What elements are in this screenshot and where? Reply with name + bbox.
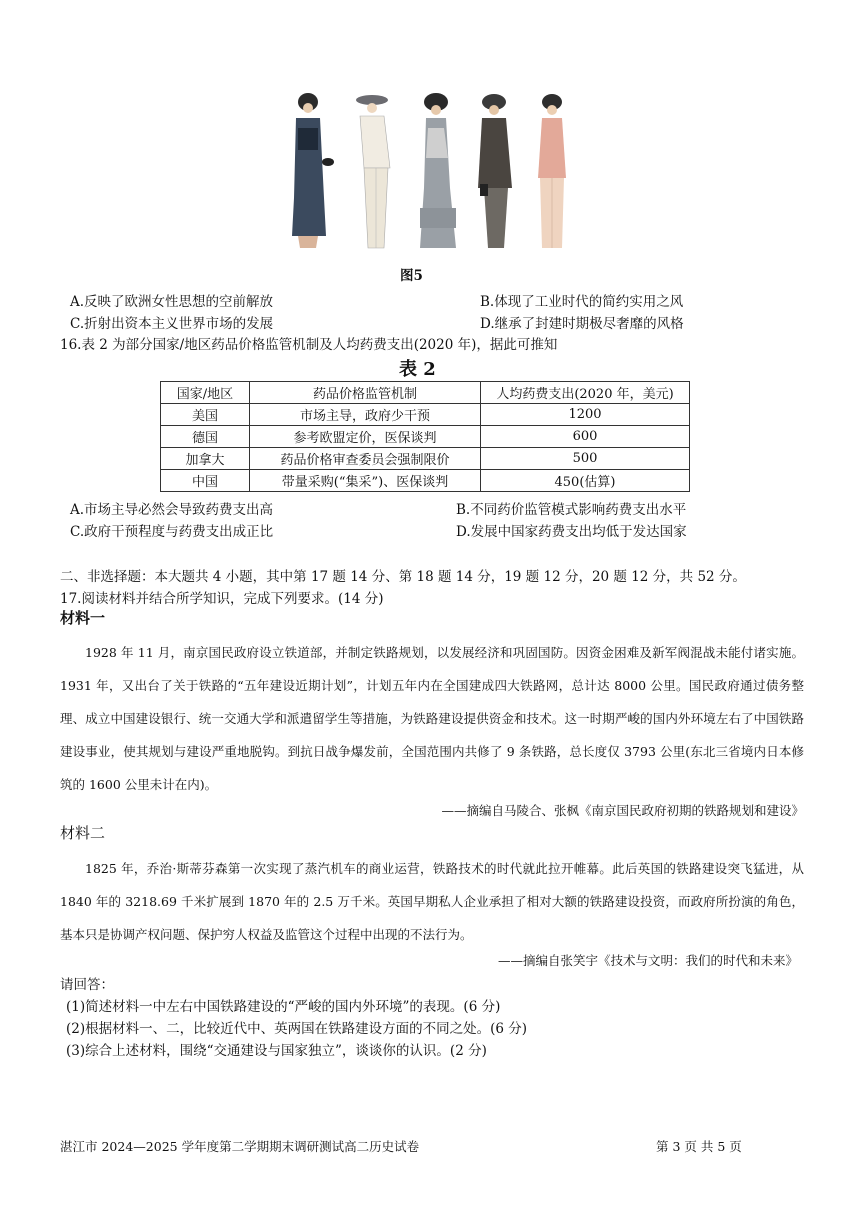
table-header: 人均药费支出(2020 年，美元) — [481, 382, 690, 404]
material2-text: 1825 年，乔治·斯蒂芬森第一次实现了蒸汽机车的商业运营，铁路技术的时代就此拉开帷幕。此后英国的铁路建设突飞猛进，从 1840 年的 3218.69 千米扩展到 1870 年的 2.5 万千米。英国早期私人企业承担了相对大额的铁路建设投资，而政府所扮演的角色，基本只是协调产权问题、保护穷人权益及监管这个过程中出现的不法行为。 — [60, 861, 804, 942]
answer-prompt: 请回答： — [60, 977, 114, 993]
table-header: 国家/地区 — [161, 382, 250, 404]
drug-price-table — [160, 381, 690, 492]
table-cell: 600 — [481, 426, 690, 448]
table-cell: 中国 — [161, 470, 250, 492]
table-row — [161, 448, 690, 470]
q15-option-a: A.反映了欧洲女性思想的空前解放 — [70, 294, 274, 310]
table-cell: 带量采购(“集采”)、医保谈判 — [250, 470, 481, 492]
table-cell: 500 — [481, 448, 690, 470]
q16-option-c: C.政府干预程度与药费支出成正比 — [70, 524, 274, 540]
woman-figure-5 — [538, 94, 566, 248]
table-header: 药品价格监管机制 — [250, 382, 481, 404]
table-header-row — [161, 382, 690, 404]
table-cell: 参考欧盟定价，医保谈判 — [250, 426, 481, 448]
q15-option-b: B.体现了工业时代的简约实用之风 — [480, 294, 684, 310]
question-2: (2)根据材料一、二，比较近代中、英两国在铁路建设方面的不同之处。(6 分) — [66, 1021, 528, 1037]
table-cell: 德国 — [161, 426, 250, 448]
table-cell: 美国 — [161, 404, 250, 426]
question-1: (1)简述材料一中左右中国铁路建设的“严峻的国内外环境”的表现。(6 分) — [66, 999, 501, 1015]
question-3: (3)综合上述材料，围绕“交通建设与国家独立”，谈谈你的认识。(2 分) — [66, 1043, 487, 1059]
table-row — [161, 404, 690, 426]
q16-stem: 16.表 2 为部分国家/地区药品价格监管机制及人均药费支出(2020 年)，据此可推知 — [60, 337, 558, 353]
table-row — [161, 426, 690, 448]
woman-figure-1 — [292, 93, 334, 248]
q15-option-c: C.折射出资本主义世界市场的发展 — [70, 316, 274, 332]
q16-option-b: B.不同药价监管模式影响药费支出水平 — [456, 502, 687, 518]
table-cell: 药品价格审查委员会强制限价 — [250, 448, 481, 470]
material2-title: 材料二 — [60, 824, 106, 842]
table-row — [161, 470, 690, 492]
material2-source: ——摘编自张笑宇《技术与文明：我们的时代和未来》 — [497, 953, 798, 968]
material1-text: 1928 年 11 月，南京国民政府设立铁道部，并制定铁路规划，以发展经济和巩固国防。因资金困难及新军阀混战未能付诸实施。1931 年，又出台了关于铁路的“五年建设近期计划”，计划五年内在全国建成四大铁路网，总计达 8000 公里。国民政府通过债务整理、成立中国建设银行、统一交通大学和派遣留学生等措施，为铁路建设提供资金和技术。这一时期严峻的国内外环境左右了中国铁路建设事业，使其规划与建设严重地脱钩。到抗日战争爆发前，全国范围内共修了 9 条铁路，总长度仅 3793 公里(东北三省境内日本修筑的 1600 公里未计在内)。 — [60, 645, 804, 792]
material1-source: ——摘编自马陵合、张枫《南京国民政府初期的铁路规划和建设》 — [441, 803, 804, 818]
figure-caption: 图5 — [400, 268, 423, 284]
material1-title: 材料一 — [60, 609, 106, 627]
woman-figure-4 — [478, 94, 512, 248]
table-cell: 市场主导，政府少干预 — [250, 404, 481, 426]
woman-figure-3 — [420, 93, 456, 248]
table-cell: 加拿大 — [161, 448, 250, 470]
table-title: 表 2 — [399, 359, 436, 380]
q17-stem: 17.阅读材料并结合所学知识，完成下列要求。(14 分) — [60, 591, 384, 607]
section-heading: 二、非选择题：本大题共 4 小题，其中第 17 题 14 分、第 18 题 14 分，19 题 12 分，20 题 12 分，共 52 分。 — [60, 569, 746, 585]
fashion-illustration — [280, 88, 580, 256]
q15-option-d: D.继承了封建时期极尽奢靡的风格 — [480, 316, 684, 332]
q16-option-a: A.市场主导必然会导致药费支出高 — [70, 502, 274, 518]
page-number: 第 3 页 共 5 页 — [656, 1139, 742, 1154]
woman-figure-2 — [356, 95, 390, 248]
footer-title: 湛江市 2024—2025 学年度第二学期期末调研测试高二历史试卷 — [60, 1139, 420, 1154]
q16-option-d: D.发展中国家药费支出均低于发达国家 — [456, 524, 687, 540]
table-cell: 1200 — [481, 404, 690, 426]
table-cell: 450(估算) — [481, 470, 690, 492]
